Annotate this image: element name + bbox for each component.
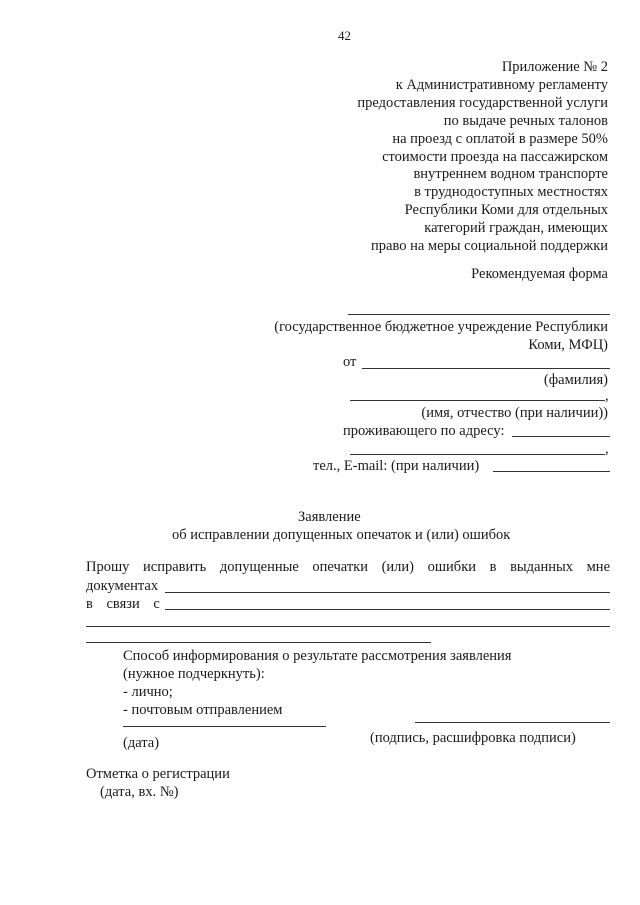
reason-line[interactable] bbox=[165, 609, 610, 610]
appendix-block bbox=[357, 59, 608, 256]
phone-label: тел., E-mail: (при наличии) bbox=[313, 458, 480, 474]
address-line-1[interactable] bbox=[512, 436, 610, 437]
appendix-line: на проезд с оплатой в размере 50% bbox=[392, 130, 608, 147]
institution-line[interactable] bbox=[348, 314, 610, 315]
surname-line[interactable] bbox=[362, 368, 610, 369]
statement-title: Заявление bbox=[298, 509, 361, 525]
signature-line[interactable] bbox=[415, 722, 610, 723]
appendix-line: Приложение № 2 bbox=[501, 59, 608, 75]
date-line[interactable] bbox=[123, 726, 326, 727]
appendix-line: в труднодоступных местностях bbox=[414, 184, 608, 201]
appendix-line: к Административному регламенту bbox=[395, 76, 608, 93]
surname-caption: (фамилия) bbox=[543, 372, 608, 388]
residing-label: проживающего по адресу: bbox=[343, 423, 505, 439]
registration-mark-label: Отметка о регистрации bbox=[86, 766, 230, 782]
appendix-line: по выдаче речных талонов bbox=[443, 112, 608, 129]
reason-line-3[interactable] bbox=[86, 642, 431, 643]
request-text: Прошу исправить допущенные опечатки (или) ошибки в выданных мне bbox=[86, 559, 610, 575]
name-line[interactable] bbox=[350, 400, 605, 401]
phone-line[interactable] bbox=[493, 471, 610, 472]
reason-line-2[interactable] bbox=[86, 626, 610, 627]
appendix-line: Республики Коми для отдельных bbox=[404, 202, 608, 219]
appendix-line: стоимости проезда на пассажирском bbox=[382, 148, 608, 165]
address-line-comma: , bbox=[605, 441, 609, 457]
appendix-line: внутреннем водном транспорте bbox=[413, 166, 608, 183]
address-line-2[interactable] bbox=[350, 454, 605, 455]
reason-label: в связи с bbox=[86, 596, 160, 612]
recommended-form-label: Рекомендуемая форма bbox=[471, 266, 608, 282]
documents-line[interactable] bbox=[165, 592, 610, 593]
notification-option-in-person[interactable]: - лично; bbox=[123, 684, 173, 700]
date-caption: (дата) bbox=[123, 735, 160, 751]
from-label: от bbox=[343, 354, 357, 370]
institution-caption: (государственное бюджетное учреждение Республики bbox=[274, 319, 608, 335]
documents-label: документах bbox=[86, 578, 159, 594]
registration-mark-caption: (дата, вх. №) bbox=[100, 784, 179, 800]
institution-caption-2: Коми, МФЦ) bbox=[528, 337, 608, 353]
notification-option-mail[interactable]: - почтовым отправлением bbox=[123, 702, 283, 718]
name-line-comma: , bbox=[605, 388, 609, 404]
signature-caption: (подпись, расшифровка подписи) bbox=[370, 730, 576, 746]
statement-subtitle: об исправлении допущенных опечаток и (или) ошибок bbox=[172, 527, 511, 543]
page-number: 42 bbox=[338, 28, 351, 43]
appendix-line: право на меры социальной поддержки bbox=[371, 238, 608, 255]
notification-method-label: Способ информирования о результате рассмотрения заявления bbox=[123, 648, 512, 664]
appendix-line: предоставления государственной услуги bbox=[357, 94, 608, 111]
notification-hint: (нужное подчеркнуть): bbox=[123, 666, 265, 682]
name-caption: (имя, отчество (при наличии)) bbox=[421, 405, 608, 421]
appendix-line: категорий граждан, имеющих bbox=[424, 220, 608, 237]
